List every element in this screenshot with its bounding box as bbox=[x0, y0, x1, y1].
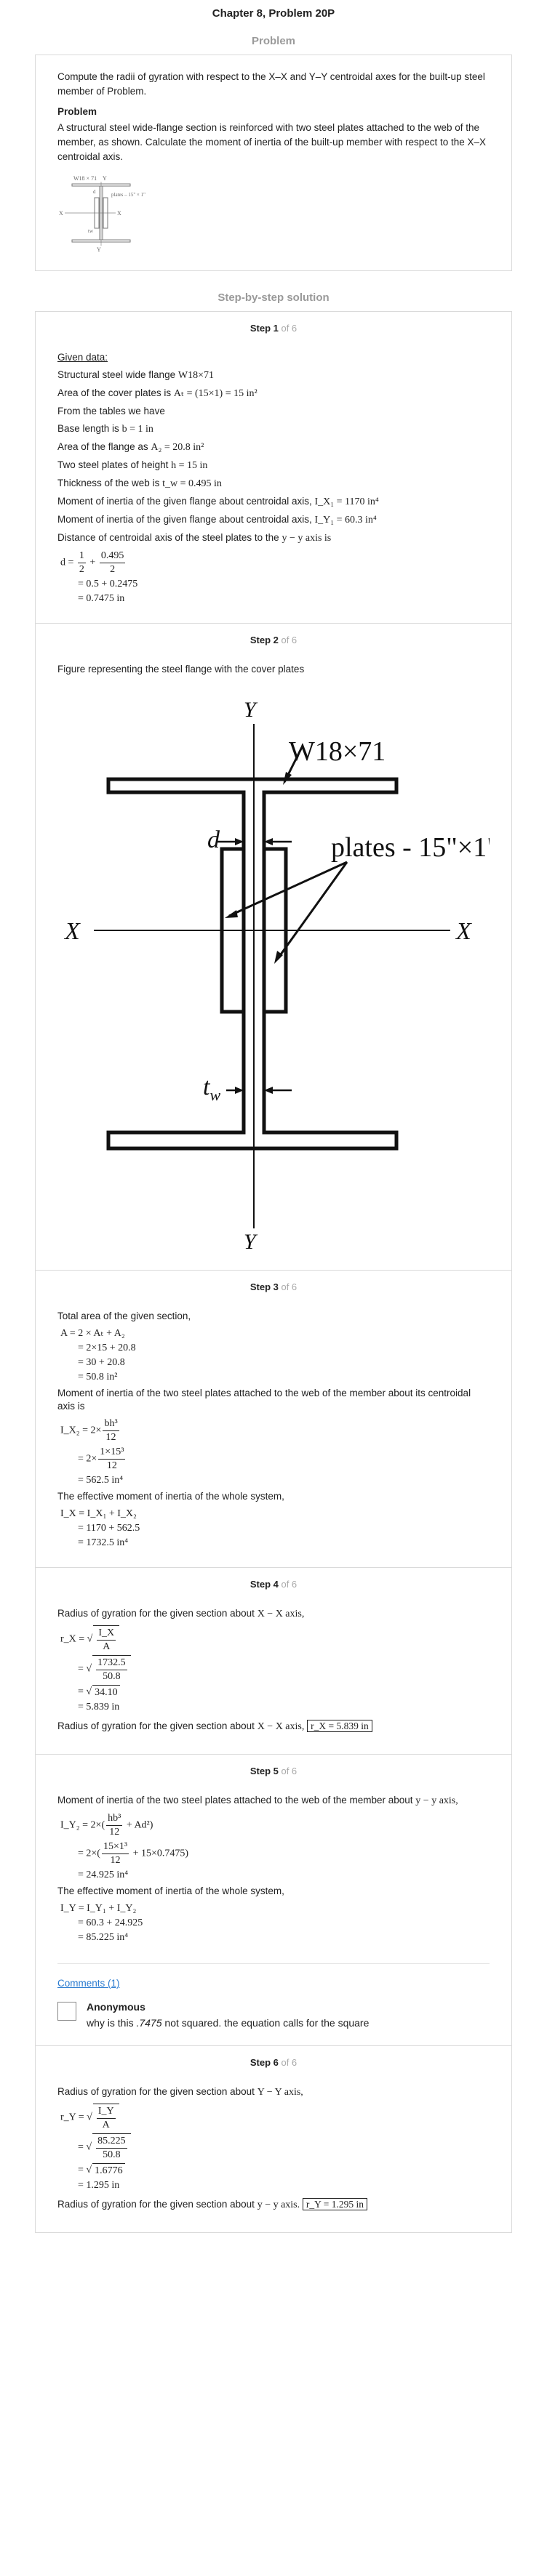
problem-text: A structural steel wide-flange section is reinforced with two steel plates attached to the web of the member, as shown. Calculate the moment of inertia of the built-up member with respect to the X–X centroidal axis. bbox=[57, 122, 487, 162]
fig-tw-label: $t_w$ bbox=[203, 1074, 221, 1104]
equation: = 0.5 + 0.2475 bbox=[78, 579, 138, 589]
given-line: Moment of inertia of the given flange about centroidal axis, I_Y₁ = 60.3 in⁴ bbox=[57, 514, 377, 526]
solution-heading: Step-by-step solution bbox=[217, 291, 330, 304]
equation: I_Y = I_Y₁ + I_Y₂ bbox=[60, 1903, 137, 1914]
step-3 bbox=[36, 1271, 511, 1568]
problem-figure bbox=[59, 173, 183, 253]
given-line: Moment of inertia of the given flange about centroidal axis, I_X₁ = 1170 in⁴ bbox=[57, 496, 379, 507]
comment-author: Anonymous bbox=[87, 2001, 145, 2013]
step-6-title: Step 6 of 6 bbox=[249, 2057, 298, 2068]
problem-intro: Compute the radii of gyration with respect to the X–X and Y–Y centroidal axes for the built-up steel member of Problem. bbox=[57, 71, 485, 97]
step-2-title: Step 2 of 6 bbox=[249, 635, 298, 645]
fig-label-x-right: X bbox=[117, 210, 121, 217]
equation: I_Y₂ = 2×( $\frac{\text{hb³}}{12}$ + Ad²) bbox=[60, 1813, 153, 1838]
step-answer: Radius of gyration for the given section about y − y axis. r_Y = 1.295 in bbox=[57, 2198, 490, 2212]
equation: = √ 34.10 bbox=[78, 1685, 490, 1699]
equation: r_Y = √ $\frac{I\_Y}{A}$ bbox=[60, 2104, 490, 2132]
step-answer: Radius of gyration for the given section about X − X axis, r_X = 5.839 in bbox=[57, 1720, 490, 1734]
equation: = 50.8 in² bbox=[78, 1372, 118, 1382]
step-text: Radius of gyration for the given section about X − X axis, bbox=[57, 1608, 305, 1619]
equation: I_X₂ = 2× $\frac{\text{bh³}}{12}$ bbox=[60, 1418, 118, 1443]
equation: = 5.839 in bbox=[78, 1702, 120, 1712]
comments-link[interactable]: Comments (1) bbox=[57, 1978, 120, 1989]
equation: = √ $\frac{1732.5}{50.8}$ bbox=[78, 1655, 490, 1683]
fig-label-d: d bbox=[93, 189, 96, 195]
step-text: The effective moment of inertia of the whole system, bbox=[57, 1491, 284, 1502]
equation: = √ $\frac{85.225}{50.8}$ bbox=[78, 2133, 490, 2162]
problem-heading: Problem bbox=[251, 35, 295, 47]
steel-section-figure bbox=[57, 683, 490, 1250]
page-title: Chapter 8, Problem 20P bbox=[212, 7, 335, 20]
equation: r_X = √ $\frac{I\_X}{A}$ bbox=[60, 1625, 490, 1654]
step-text: The effective moment of inertia of the whole system, bbox=[57, 1885, 284, 1896]
equation: = 1.295 in bbox=[78, 2180, 120, 2191]
solution-card bbox=[35, 311, 512, 2233]
step-3-title: Step 3 of 6 bbox=[249, 1281, 298, 1292]
fig-label-tw: tw bbox=[88, 228, 93, 234]
equation: = 1732.5 in⁴ bbox=[78, 1537, 129, 1548]
given-line: Distance of centroidal axis of the steel plates to the y − y axis is bbox=[57, 532, 332, 544]
answer-box: r_Y = 1.295 in bbox=[303, 2198, 367, 2210]
comment bbox=[57, 2000, 490, 2029]
fig-x-left: X bbox=[65, 918, 80, 945]
given-line: Structural steel wide flange W18×71 bbox=[57, 369, 214, 381]
comment-checkbox[interactable] bbox=[57, 2002, 76, 2021]
equation: = 2×15 + 20.8 bbox=[78, 1343, 136, 1353]
step-1-title: Step 1 of 6 bbox=[249, 323, 298, 334]
given-line: Two steel plates of height h = 15 in bbox=[57, 459, 208, 471]
fig-plates-label: plates - 15"×1" bbox=[331, 832, 490, 863]
comments-section bbox=[57, 1963, 490, 2029]
equation: = 60.3 + 24.925 bbox=[78, 1917, 143, 1928]
fig-y-top: Y bbox=[244, 698, 256, 722]
equation: = √ 1.6776 bbox=[78, 2163, 490, 2178]
given-line: Base length is b = 1 in bbox=[57, 423, 153, 435]
step-1 bbox=[36, 312, 511, 624]
equation: = 85.225 in⁴ bbox=[78, 1932, 129, 1943]
step-5-title: Step 5 of 6 bbox=[249, 1766, 298, 1776]
equation: = 2×( $\frac{\text{15×1³}}{12}$ + 15×0.7475) bbox=[78, 1841, 189, 1866]
equation: = 2× $\frac{\text{1×15³}}{12}$ bbox=[78, 1446, 124, 1471]
step-6 bbox=[36, 2046, 511, 2232]
fig-label-plates: plates – 15" × 1" bbox=[111, 192, 145, 198]
fig-label-x-left: X bbox=[59, 210, 63, 217]
fig-label-y-top: Y bbox=[103, 175, 107, 182]
fig-section-label: W18×71 bbox=[289, 736, 386, 767]
comment-text: why is this .7475 not squared. the equation calls for the square bbox=[87, 2017, 370, 2029]
step-text: Moment of inertia of the two steel plates attached to the web of the member about its centroidal axis is bbox=[57, 1388, 471, 1412]
given-line: Area of the flange as A₂ = 20.8 in² bbox=[57, 441, 204, 453]
given-line: From the tables we have bbox=[57, 406, 165, 416]
fig-y-bottom: Y bbox=[244, 1230, 256, 1250]
problem-sub-heading: Problem bbox=[57, 106, 97, 117]
equation: d = $\frac{1}{2}$ + $\frac{0.495}{2}$ bbox=[60, 550, 124, 575]
figure-caption: Figure representing the steel flange with the cover plates bbox=[57, 664, 305, 675]
equation: I_X = I_X₁ + I_X₂ bbox=[60, 1508, 137, 1519]
problem-card bbox=[35, 55, 512, 271]
step-text: Radius of gyration for the given section about Y − Y axis, bbox=[57, 2086, 303, 2098]
step-text: Moment of inertia of the two steel plates attached to the web of the member about y − y axis, bbox=[57, 1795, 458, 1806]
step-4-title: Step 4 of 6 bbox=[249, 1579, 298, 1590]
step-2 bbox=[36, 624, 511, 1271]
fig-x-right: X bbox=[456, 918, 471, 945]
given-line: Thickness of the web is t_w = 0.495 in bbox=[57, 478, 222, 489]
fig-d-label: d bbox=[207, 826, 220, 853]
answer-box: r_X = 5.839 in bbox=[307, 1720, 372, 1732]
given-line: Area of the cover plates is Aₜ = (15×1) = 15 in² bbox=[57, 387, 257, 399]
equation: = 0.7475 in bbox=[78, 593, 125, 604]
equation: A = 2 × Aₜ + A₂ bbox=[60, 1328, 125, 1339]
given-data-label: Given data: bbox=[57, 352, 108, 363]
equation: = 30 + 20.8 bbox=[78, 1357, 125, 1368]
equation: = 1170 + 562.5 bbox=[78, 1523, 140, 1534]
step-4 bbox=[36, 1568, 511, 1755]
equation: = 562.5 in⁴ bbox=[78, 1475, 124, 1486]
equation: = 24.925 in⁴ bbox=[78, 1869, 129, 1880]
fig-label-y-bot: Y bbox=[97, 246, 101, 253]
fig-label-section: W18 × 71 bbox=[73, 175, 97, 182]
step-text: Total area of the given section, bbox=[57, 1311, 191, 1321]
step-5 bbox=[36, 1755, 511, 2046]
